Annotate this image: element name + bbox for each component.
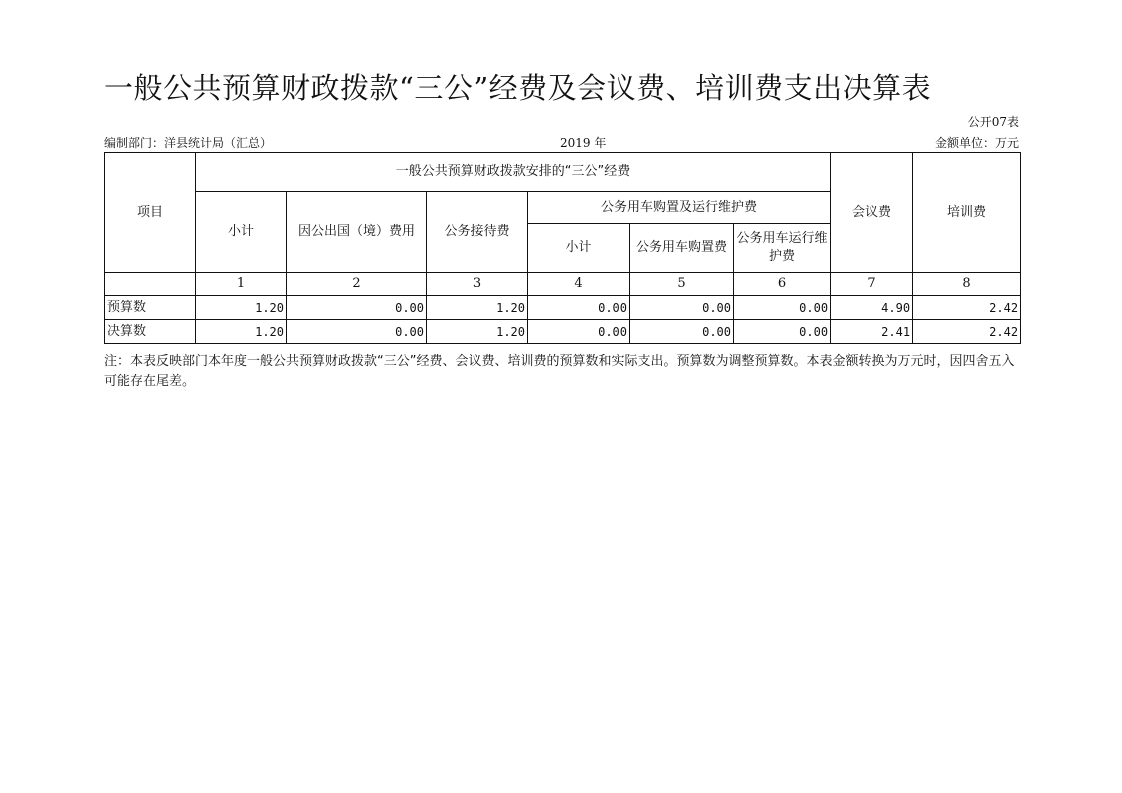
header-training: 培训费: [913, 153, 1021, 273]
table-cell: 0.00: [528, 320, 630, 344]
table-cell: 0.00: [630, 320, 734, 344]
column-number: 4: [528, 273, 630, 296]
column-number: 3: [427, 273, 528, 296]
column-number: 7: [831, 273, 913, 296]
table-cell: 2.41: [831, 320, 913, 344]
department-label: 编制部门：洋县统计局（汇总）: [104, 136, 273, 150]
column-number: 6: [734, 273, 831, 296]
table-cell: 1.20: [427, 320, 528, 344]
header-row-1: [105, 153, 1021, 192]
meta-row: [104, 134, 1019, 152]
unit-label: 金额单位：万元: [934, 136, 1019, 150]
header-vehicle: 公务用车购置及运行维护费: [528, 192, 831, 224]
table-cell: 1.20: [196, 296, 287, 320]
header-abroad: 因公出国（境）费用: [287, 192, 427, 273]
table-cell: 4.90: [831, 296, 913, 320]
table-cell: 2.42: [913, 296, 1021, 320]
column-number: 1: [196, 273, 287, 296]
header-reception: 公务接待费: [427, 192, 528, 273]
table-cell: 2.42: [913, 320, 1021, 344]
header-vehicle-subtotal: 小计: [528, 224, 630, 273]
page-title: 一般公共预算财政拨款“三公”经费及会议费、培训费支出决算表: [104, 71, 932, 105]
header-item: 项目: [105, 153, 196, 273]
table-cell: 0.00: [734, 320, 831, 344]
table-row-final: [105, 320, 1021, 344]
table-cell: 0.00: [287, 320, 427, 344]
table-cell: 0.00: [528, 296, 630, 320]
row-label: 预算数: [105, 296, 196, 320]
table-note: 注：本表反映部门本年度一般公共预算财政拨款“三公”经费、会议费、培训费的预算数和实际支出。预算数为调整预算数。本表金额转换为万元时，因四舍五入可能存在尾差。: [104, 354, 1015, 389]
header-vehicle-purchase: 公务用车购置费: [630, 224, 734, 273]
form-number: 公开07表: [967, 115, 1019, 129]
row-label: 决算数: [105, 320, 196, 344]
table-cell: 1.20: [427, 296, 528, 320]
table-cell: 0.00: [734, 296, 831, 320]
header-meeting: 会议费: [831, 153, 913, 273]
column-number-row: [105, 273, 1021, 296]
year-label: 2019 年: [560, 136, 607, 150]
table-cell: 0.00: [630, 296, 734, 320]
column-number: 5: [630, 273, 734, 296]
column-number: 2: [287, 273, 427, 296]
column-number-blank: [105, 273, 196, 296]
header-vehicle-operation: 公务用车运行维护费: [734, 224, 831, 273]
expenditure-table: [104, 152, 1021, 344]
header-three-public: 一般公共预算财政拨款安排的“三公”经费: [196, 153, 831, 192]
table-cell: 0.00: [287, 296, 427, 320]
table-row-budget: [105, 296, 1021, 320]
column-number: 8: [913, 273, 1021, 296]
header-subtotal: 小计: [196, 192, 287, 273]
table-cell: 1.20: [196, 320, 287, 344]
